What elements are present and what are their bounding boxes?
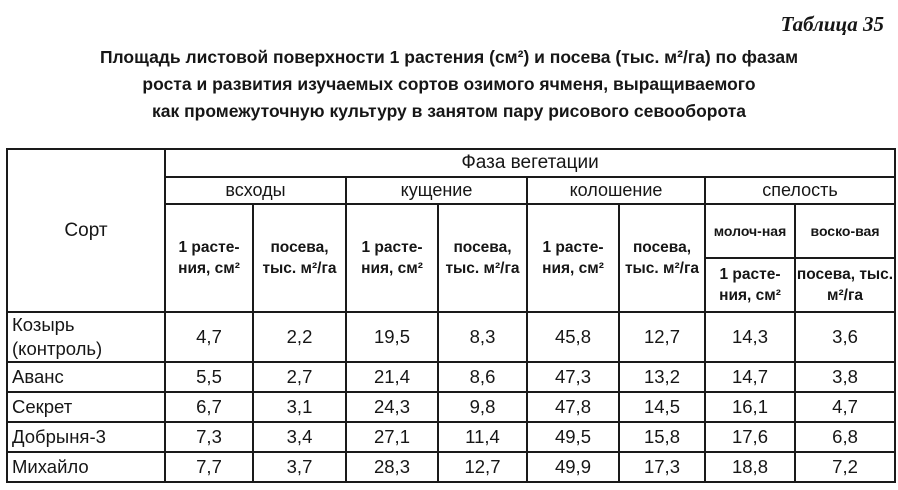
cell-value: 45,8 xyxy=(527,312,619,362)
milk-ripeness-header: молоч-ная xyxy=(705,204,795,258)
phase-group-header: Фаза вегетации xyxy=(165,149,895,177)
cell-value: 27,1 xyxy=(346,422,438,452)
plant-area-header: 1 расте-ния, см² xyxy=(527,204,619,312)
cell-value: 3,1 xyxy=(253,392,346,422)
cell-value: 21,4 xyxy=(346,362,438,392)
cell-value: 6,7 xyxy=(165,392,253,422)
title-line: Площадь листовой поверхности 1 растения (см²) и посева (тыс. м²/га) по фазам xyxy=(99,47,799,67)
cell-value: 18,8 xyxy=(705,452,795,482)
cell-value: 13,2 xyxy=(619,362,705,392)
cell-value: 15,8 xyxy=(619,422,705,452)
phase-header: колошение xyxy=(527,177,705,204)
cell-value: 2,7 xyxy=(253,362,346,392)
cell-value: 14,7 xyxy=(705,362,795,392)
cell-value: 17,3 xyxy=(619,452,705,482)
cell-value: 17,6 xyxy=(705,422,795,452)
cell-value: 5,5 xyxy=(165,362,253,392)
crop-area-header: посева, тыс. м²/га xyxy=(253,204,346,312)
sort-name: Аванс xyxy=(7,362,165,392)
cell-value: 3,4 xyxy=(253,422,346,452)
cell-value: 3,8 xyxy=(795,362,895,392)
cell-value: 7,2 xyxy=(795,452,895,482)
sort-name: Секрет xyxy=(7,392,165,422)
plant-area-header: 1 расте-ния, см² xyxy=(346,204,438,312)
phase-header: спелость xyxy=(705,177,895,204)
table-row xyxy=(7,452,895,482)
crop-area-header: посева, тыс. м²/га xyxy=(438,204,527,312)
cell-value: 8,3 xyxy=(438,312,527,362)
table-row xyxy=(7,312,895,362)
cell-value: 7,7 xyxy=(165,452,253,482)
cell-value: 11,4 xyxy=(438,422,527,452)
table-row xyxy=(7,392,895,422)
table-caption: Таблица 35 xyxy=(780,12,884,36)
cell-value: 3,6 xyxy=(795,312,895,362)
crop-area-header: посева, тыс. м²/га xyxy=(795,258,895,312)
cell-value: 12,7 xyxy=(619,312,705,362)
cell-value: 28,3 xyxy=(346,452,438,482)
cell-value: 47,3 xyxy=(527,362,619,392)
table-row xyxy=(7,362,895,392)
cell-value: 49,9 xyxy=(527,452,619,482)
cell-value: 12,7 xyxy=(438,452,527,482)
crop-area-header: посева, тыс. м²/га xyxy=(619,204,705,312)
cell-value: 14,5 xyxy=(619,392,705,422)
wax-ripeness-header: воско-вая xyxy=(795,204,895,258)
sort-name: Михайло xyxy=(7,452,165,482)
data-table xyxy=(6,148,896,483)
sort-name: Добрыня-3 xyxy=(7,422,165,452)
sort-column-header: Сорт xyxy=(7,149,165,312)
table-title xyxy=(0,44,898,125)
cell-value: 49,5 xyxy=(527,422,619,452)
cell-value: 24,3 xyxy=(346,392,438,422)
cell-value: 14,3 xyxy=(705,312,795,362)
cell-value: 4,7 xyxy=(795,392,895,422)
cell-value: 8,6 xyxy=(438,362,527,392)
cell-value: 19,5 xyxy=(346,312,438,362)
cell-value: 47,8 xyxy=(527,392,619,422)
cell-value: 16,1 xyxy=(705,392,795,422)
title-line: роста и развития изучаемых сортов озимого ячменя, выращиваемого xyxy=(142,74,756,94)
cell-value: 2,2 xyxy=(253,312,346,362)
title-line: как промежуточную культуру в занятом пару рисового севооборота xyxy=(151,101,747,121)
plant-area-header: 1 расте-ния, см² xyxy=(165,204,253,312)
table-row xyxy=(7,422,895,452)
sort-name: Козырь (контроль) xyxy=(7,312,165,362)
phase-header: всходы xyxy=(165,177,346,204)
cell-value: 7,3 xyxy=(165,422,253,452)
cell-value: 3,7 xyxy=(253,452,346,482)
phase-header: кущение xyxy=(346,177,527,204)
cell-value: 9,8 xyxy=(438,392,527,422)
cell-value: 4,7 xyxy=(165,312,253,362)
cell-value: 6,8 xyxy=(795,422,895,452)
plant-area-header: 1 расте-ния, см² xyxy=(705,258,795,312)
